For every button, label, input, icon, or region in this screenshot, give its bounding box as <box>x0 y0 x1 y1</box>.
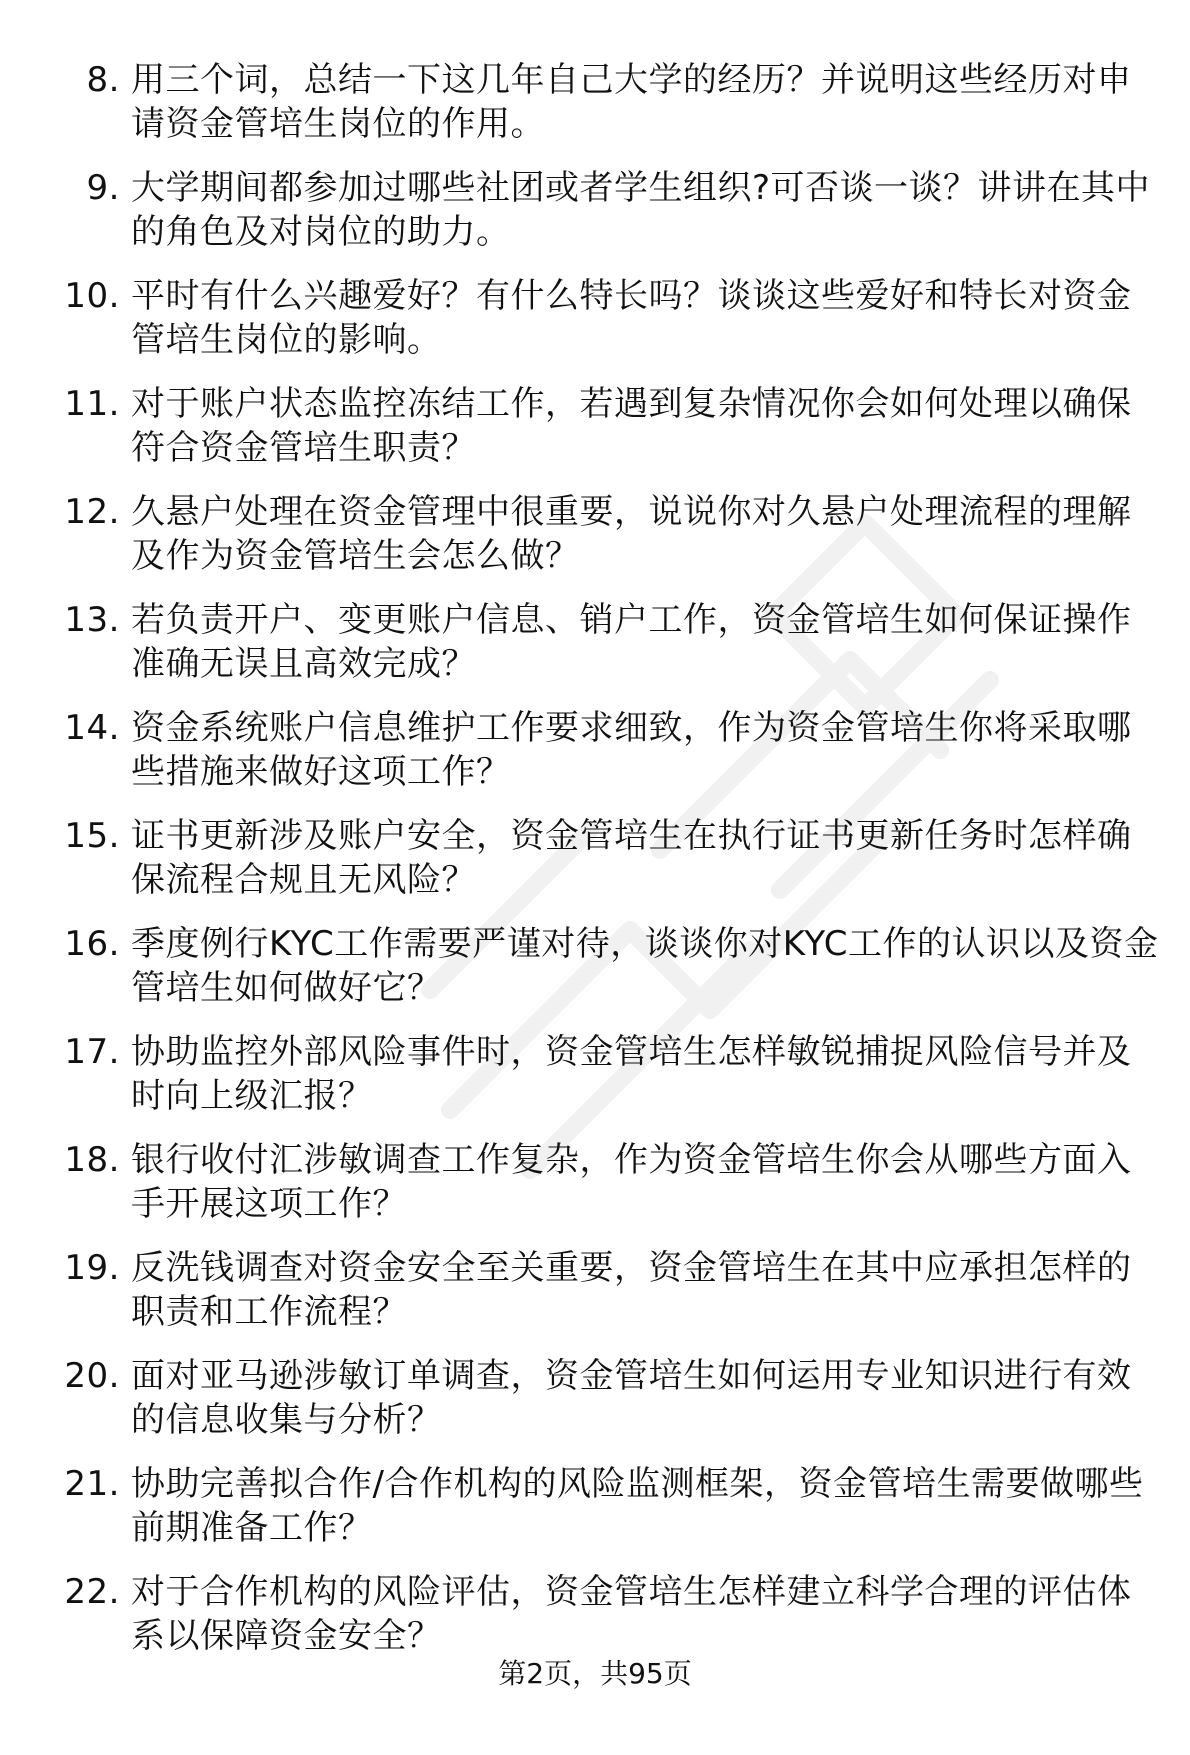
item-number: 11. <box>64 384 120 424</box>
item-text: 久悬户处理在资金管理中很重要，说说你对久悬户处理流程的理解及作为资金管培生会怎么做？ <box>131 492 1132 576</box>
item-number: 15. <box>64 816 120 856</box>
list-item <box>58 598 1158 706</box>
item-text: 对于账户状态监控冻结工作，若遇到复杂情况你会如何处理以确保符合资金管培生职责？ <box>131 384 1132 468</box>
list-item <box>58 274 1158 382</box>
item-text: 证书更新涉及账户安全，资金管培生在执行证书更新任务时怎样确保流程合规且无风险？ <box>131 816 1132 900</box>
item-text: 用三个词，总结一下这几年自己大学的经历？并说明这些经历对申请资金管培生岗位的作用。 <box>131 60 1132 144</box>
question-list <box>58 58 1158 1678</box>
item-text: 面对亚马逊涉敏订单调查，资金管培生如何运用专业知识进行有效的信息收集与分析？ <box>131 1356 1132 1440</box>
page-footer <box>0 1656 1190 1692</box>
list-item <box>58 814 1158 922</box>
list-item <box>58 706 1158 814</box>
list-item <box>58 490 1158 598</box>
item-text: 反洗钱调查对资金安全至关重要，资金管培生在其中应承担怎样的职责和工作流程？ <box>131 1248 1132 1332</box>
item-text: 银行收付汇涉敏调查工作复杂，作为资金管培生你会从哪些方面入手开展这项工作？ <box>131 1140 1132 1224</box>
item-number: 16. <box>64 924 120 964</box>
item-number: 22. <box>64 1572 120 1612</box>
item-text: 若负责开户、变更账户信息、销户工作，资金管培生如何保证操作准确无误且高效完成？ <box>131 600 1132 684</box>
item-number: 19. <box>64 1248 120 1288</box>
item-text: 资金系统账户信息维护工作要求细致，作为资金管培生你将采取哪些措施来做好这项工作？ <box>131 708 1132 792</box>
list-item <box>58 1138 1158 1246</box>
item-number: 12. <box>64 492 120 532</box>
list-item <box>58 382 1158 490</box>
item-text: 季度例行KYC工作需要严谨对待，谈谈你对KYC工作的认识以及资金管培生如何做好它？ <box>131 924 1159 1008</box>
item-number: 13. <box>64 600 120 640</box>
item-text: 大学期间都参加过哪些社团或者学生组织?可否谈一谈？讲讲在其中的角色及对岗位的助力。 <box>131 168 1151 252</box>
item-number: 14. <box>64 708 120 748</box>
item-number: 17. <box>64 1032 120 1072</box>
item-number: 8. <box>86 60 120 100</box>
item-text: 平时有什么兴趣爱好？有什么特长吗？谈谈这些爱好和特长对资金管培生岗位的影响。 <box>131 276 1132 360</box>
item-number: 10. <box>64 276 120 316</box>
list-item <box>58 1030 1158 1138</box>
item-text: 协助完善拟合作/合作机构的风险监测框架，资金管培生需要做哪些前期准备工作？ <box>131 1464 1144 1548</box>
item-text: 对于合作机构的风险评估，资金管培生怎样建立科学合理的评估体系以保障资金安全？ <box>131 1572 1132 1656</box>
list-item <box>58 922 1158 1030</box>
item-text: 协助监控外部风险事件时，资金管培生怎样敏锐捕捉风险信号并及时向上级汇报？ <box>131 1032 1132 1116</box>
list-item <box>58 166 1158 274</box>
list-item <box>58 58 1158 166</box>
list-item <box>58 1246 1158 1354</box>
item-number: 9. <box>86 168 120 208</box>
item-number: 21. <box>64 1464 120 1504</box>
page-number-label: 第2页，共95页 <box>498 1657 692 1690</box>
item-number: 18. <box>64 1140 120 1180</box>
list-item <box>58 1462 1158 1570</box>
item-number: 20. <box>64 1356 120 1396</box>
list-item <box>58 1354 1158 1462</box>
